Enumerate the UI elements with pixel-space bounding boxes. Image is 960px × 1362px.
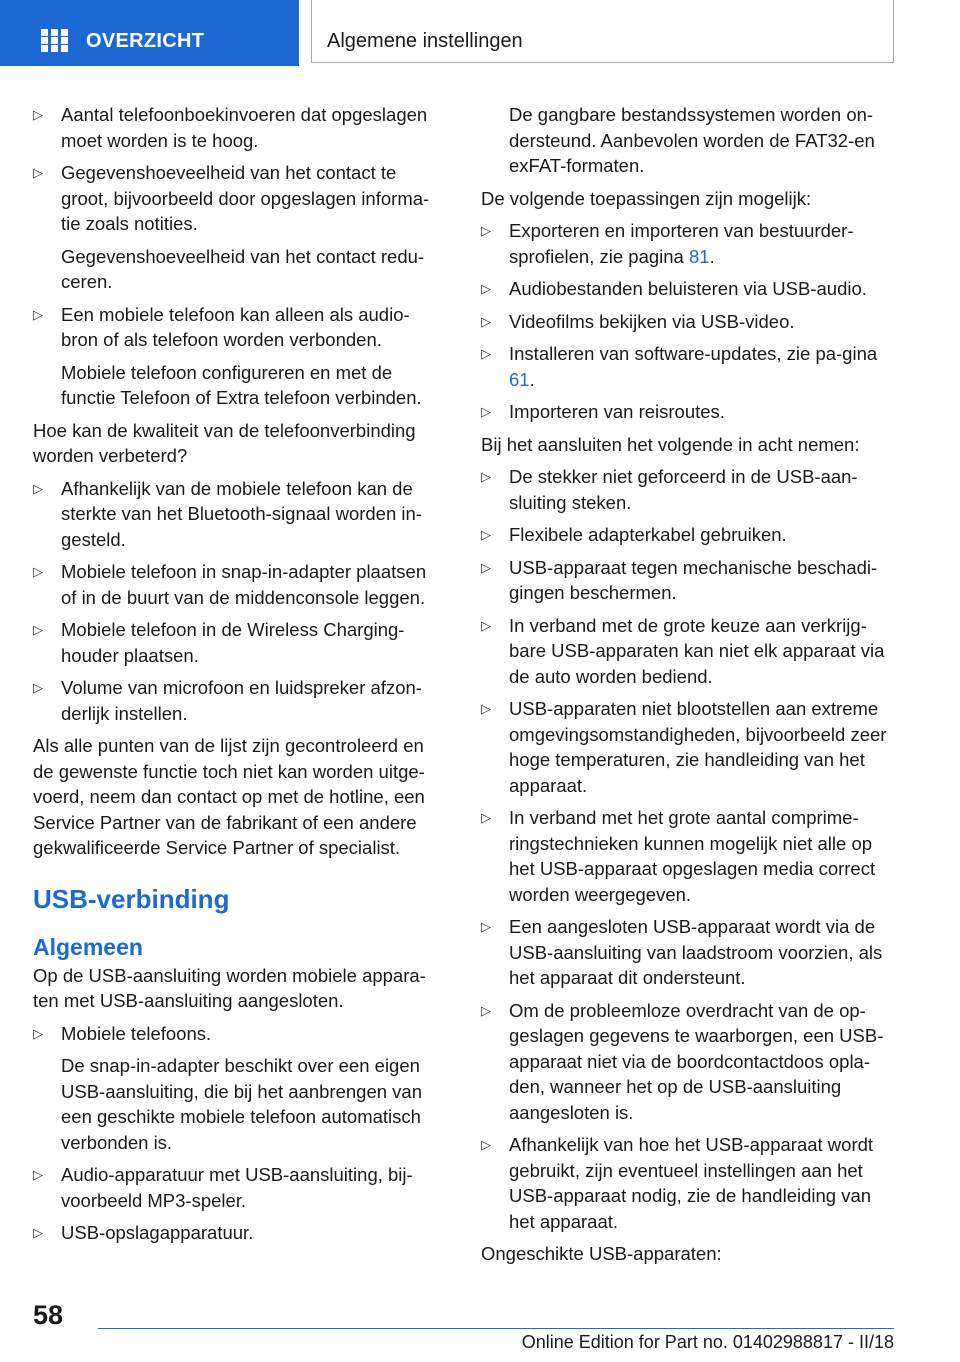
list-item: ▷ Afhankelijk van de mobiele telefoon kan de sterkte van het Bluetooth-signaal worden in-gesteld. [33,476,443,553]
list-item-text: Installeren van software-updates, zie pa-gina [509,343,878,364]
list-item: ▷ Een mobiele telefoon kan alleen als audio-bron of als telefoon worden verbonden. [33,302,443,353]
list-item: ▷ USB-apparaat tegen mechanische beschadi-gingen beschermen. [481,555,901,606]
section-heading: USB-verbinding [33,883,230,914]
left-column [33,102,443,1253]
list-item: ▷ In verband met het grote aantal comprime-ringstechnieken kunnen mogelijk niet alle op het USB-apparaat opgeslagen media correct worden weergegeven. [481,805,901,907]
list-item: ▷ Flexibele adapterkabel gebruiken. [481,522,901,548]
list-item-end: . [709,245,715,267]
page-link-61[interactable]: 61 [509,368,530,390]
list-item: ▷ De stekker niet geforceerd in de USB-aan-sluiting steken. [481,464,901,515]
page-header [0,0,960,66]
list-item [481,341,901,392]
list-item: ▷ USB-apparaten niet blootstellen aan extreme omgevingsomstandigheden, bijvoorbeeld zeer hoge temperaturen, zie handleiding van het apparaat. [481,696,901,798]
list-item-continuation: De snap-in-adapter beschikt over een eigen USB-aansluiting, die bij het aanbrengen van een geschikte mobiele telefoon automatisch verbonden is. [61,1055,422,1153]
list-item: ▷ Mobiele telefoon in de Wireless Charging-houder plaatsen. [33,617,443,668]
section-title: Algemene instellingen [327,30,523,52]
list-item-continuation: Mobiele telefoon configureren en met de functie Telefoon of Extra telefoon verbinden. [61,361,422,408]
list-item: ▷ Videofilms bekijken via USB-video. [481,309,901,335]
list-item: ▷ Importeren van reisroutes. [481,399,901,425]
list-item: ▷ Volume van microfoon en luidspreker afzon-derlijk instellen. [33,675,443,726]
page-number: 58 [33,1300,64,1330]
list-item-end: . [529,368,535,390]
overview-button[interactable] [0,0,299,66]
list-item: ▷ Mobiele telefoon in snap-in-adapter plaatsen of in de buurt van de middenconsole leggen. [33,559,443,610]
grid-icon [41,29,68,52]
list-item: ▷ Om de probleemloze overdracht van de op-geslagen gegevens te waarborgen, een USB-apparaat niet via de boordcontactdoos opla-den, wanneer het op de USB-aansluiting aangesloten is. [481,998,901,1126]
footer-divider [98,1328,894,1329]
footer-edition: Online Edition for Part no. 01402988817 - II/18 [521,1332,894,1352]
list-item: ▷ Afhankelijk van hoe het USB-apparaat wordt gebruikt, zijn eventueel instellingen aan het USB-apparaat nodig, zie de handleiding van het apparaat. [481,1132,901,1234]
page-link-81[interactable]: 81 [688,245,710,267]
paragraph: Hoe kan de kwaliteit van de telefoonverbinding worden verbeterd? [33,419,416,466]
list-item: ▷ Mobiele telefoons. [33,1021,443,1047]
list-item: ▷ Een aangesloten USB-apparaat wordt via de USB-aansluiting van laadstroom voorzien, als het apparaat dit ondersteunt. [481,914,901,991]
paragraph: Ongeschikte USB-apparaten: [481,1243,722,1264]
paragraph: Op de USB-aansluiting worden mobiele appara-ten met USB-aansluiting aangesloten. [33,964,426,1011]
list-item-text: Exporteren en importeren van bestuurder-sprofielen, zie pagina [509,220,854,267]
right-column [481,102,901,1274]
section-tab[interactable] [311,0,894,63]
list-item: ▷ In verband met de grote keuze aan verkrijg-bare USB-apparaten kan niet elk apparaat via de auto worden bediend. [481,613,901,690]
paragraph: Bij het aansluiten het volgende in acht nemen: [481,433,860,455]
list-item: ▷ Audio-apparatuur met USB-aansluiting, bij-voorbeeld MP3-speler. [33,1162,443,1213]
list-item: ▷ USB-opslagapparatuur. [33,1220,443,1246]
list-item: ▷ Audiobestanden beluisteren via USB-audio. [481,276,901,302]
list-item-continuation: Gegevenshoeveelheid van het contact redu-ceren. [61,245,425,292]
list-item-continuation: De gangbare bestandssystemen worden on-dersteund. Aanbevolen worden de FAT32-en exFAT-formaten. [509,104,875,176]
list-item: ▷ Aantal telefoonboekinvoeren dat opgeslagen moet worden is te hoog. [33,102,443,153]
overview-label: OVERZICHT [86,30,205,52]
paragraph: Als alle punten van de lijst zijn gecontroleerd en de gewenste functie toch niet kan worden uitge-voerd, neem dan contact op met de hotline, een Service Partner van de fabrikant of een andere gekwalificeerde Service Partner of specialist. [33,735,425,858]
subsection-heading: Algemeen [33,933,143,960]
list-item: ▷ Gegevenshoeveelheid van het contact te groot, bijvoorbeeld door opgeslagen informa-tie zoals notities. [33,160,443,237]
paragraph: De volgende toepassingen zijn mogelijk: [481,187,812,209]
list-item [481,218,901,269]
